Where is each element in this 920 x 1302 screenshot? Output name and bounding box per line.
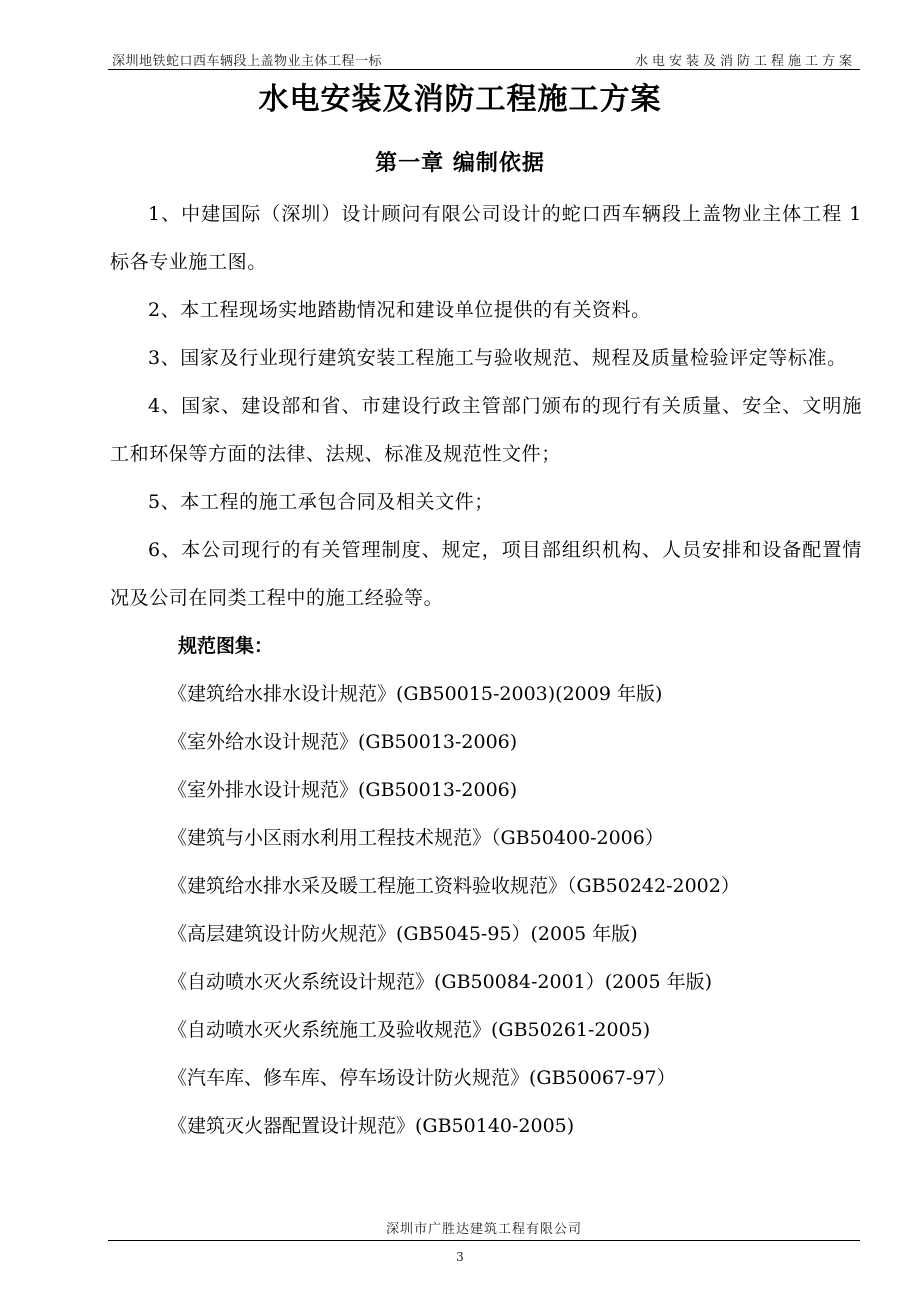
document-body	[110, 190, 862, 1150]
standard-item: 《建筑灭火器配置设计规范》(GB50140-2005)	[168, 1115, 575, 1137]
document-title: 水电安装及消防工程施工方案	[258, 82, 662, 117]
standard-item: 《建筑给水排水设计规范》(GB50015-2003)(2009 年版)	[168, 683, 663, 705]
standard-item: 《自动喷水灭火系统设计规范》(GB50084-2001）(2005 年版)	[168, 971, 712, 993]
basis-paragraph-4: 4、国家、建设部和省、市建设行政主管部门颁布的现行有关质量、安全、文明施工和环保等方面的法律、法规、标准及规范性文件；	[110, 395, 862, 465]
page-header	[108, 47, 860, 70]
basis-paragraph-5: 5、本工程的施工承包合同及相关文件；	[148, 491, 494, 513]
basis-paragraph-2: 2、本工程现场实地踏勘情况和建设单位提供的有关资料。	[148, 299, 651, 321]
standard-item: 《室外排水设计规范》(GB50013-2006)	[168, 779, 518, 801]
standards-heading: 规范图集：	[178, 635, 274, 657]
standard-item: 《建筑与小区雨水利用工程技术规范》（GB50400-2006）	[168, 827, 664, 849]
basis-paragraph-6: 6、本公司现行的有关管理制度、规定，项目部组织机构、人员安排和设备配置情况及公司在同类工程中的施工经验等。	[110, 539, 862, 609]
standard-item: 《室外给水设计规范》(GB50013-2006)	[168, 731, 518, 753]
standard-item: 《高层建筑设计防火规范》(GB5045-95）(2005 年版)	[168, 923, 638, 945]
basis-paragraph-1: 1、中建国际（深圳）设计顾问有限公司设计的蛇口西车辆段上盖物业主体工程 1 标各专业施工图。	[110, 203, 862, 273]
standard-item: 《汽车库、修车库、停车场设计防火规范》(GB50067-97）	[168, 1067, 676, 1089]
standard-item: 《自动喷水灭火系统施工及验收规范》(GB50261-2005)	[168, 1019, 651, 1041]
page-number: 3	[456, 1250, 464, 1264]
standard-item: 《建筑给水排水采及暖工程施工资料验收规范》（GB50242-2002）	[168, 875, 740, 897]
page-footer-company: 深圳市广胜达建筑工程有限公司	[108, 1218, 860, 1241]
header-document-name: 水电安装及消防工程施工方案	[634, 54, 856, 69]
basis-paragraph-3: 3、国家及行业现行建筑安装工程施工与验收规范、规程及质量检验评定等标准。	[148, 347, 847, 369]
chapter-title: 第一章 编制依据	[375, 150, 545, 176]
header-project-name: 深圳地铁蛇口西车辆段上盖物业主体工程一标	[112, 54, 383, 69]
